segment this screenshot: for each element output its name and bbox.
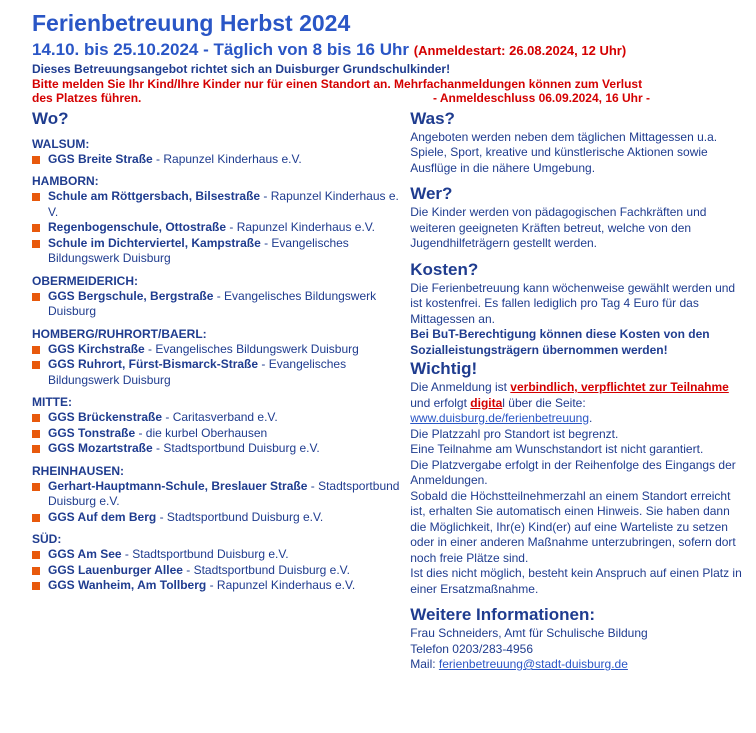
district-heading: WALSUM: (32, 136, 90, 151)
location-item (32, 563, 410, 579)
location-item (32, 236, 410, 267)
wer-section (410, 183, 746, 252)
location-item (32, 152, 410, 168)
wichtig-p5: Sobald die Höchstteilnehmerzahl an einem Standort erreicht ist, erhalten Sie automatisch einen Hinweis. Sie haben dann die Möglichkeit, Ihr(e) Kind(er) auf eine Warteliste zu setzen oder in einer anderen Maßnahme unterzubringen, sofern dort noch freie Plätze sind. (410, 488, 736, 565)
wichtig-p3: Eine Teilnahme am Wunschstandort ist nicht garantiert. (410, 442, 704, 456)
school-name: GGS Tonstraße (48, 425, 136, 440)
info-section (410, 604, 746, 673)
location-item (32, 357, 410, 388)
school-name: GGS Am See (48, 547, 122, 561)
info-mail-label: Mail: (410, 657, 439, 671)
deadline-text: - Anmeldeschluss 06.09.2024, 16 Uhr - (433, 91, 650, 105)
location-item (32, 426, 410, 442)
location-item (32, 578, 410, 594)
info-mail-line (410, 657, 746, 673)
district-heading: HAMBORN: (32, 174, 99, 188)
district-heading: OBERMEIDERICH: (32, 273, 139, 288)
was-text: Angeboten werden neben dem täglichen Mittagessen u.a. Spiele, Sport, kreative und künstlerische Aktionen sowie Ausflüge in die nähere Umgebung. (410, 129, 718, 175)
warning-row (32, 91, 746, 106)
district-heading: HOMBERG/RUHRORT/BAERL: (32, 326, 207, 341)
dates-line (32, 39, 746, 62)
kosten-text: Die Ferienbetreuung kann wöchenweise gewählt werden und ist kostenfrei. Es fallen lediglich pro Tag 4 Euro für das Mittagessen an. (410, 280, 736, 326)
location-item (32, 342, 410, 358)
location-item (32, 479, 410, 510)
location-item (32, 220, 410, 236)
district-heading: MITTE: (32, 395, 72, 409)
school-name: GGS Auf dem Berg (48, 509, 157, 524)
provider-name: - Evangelisches Bildungswerk Duisburg (48, 288, 377, 318)
wichtig-p4: Die Platzvergabe erfolgt in der Reihenfolge des Eingangs der Anmeldungen. (410, 457, 736, 487)
school-name: GGS Bergschule, Bergstraße (48, 288, 214, 303)
provider-name: - Stadtsportbund Duisburg e.V. (152, 441, 320, 455)
wichtig-binding: verbindlich, verpflichtet zur Teilnahme (510, 380, 729, 394)
was-section (410, 108, 746, 177)
provider-name: - Caritasverband e.V. (162, 410, 278, 424)
dates-text: 14.10. bis 25.10.2024 - Täglich von 8 bis 16 Uhr (32, 40, 410, 59)
location-item (32, 547, 410, 563)
page-title: Ferienbetreuung Herbst 2024 (32, 10, 351, 36)
wichtig-digital: digita (470, 395, 503, 410)
school-name: Gerhart-Hauptmann-Schule, Breslauer Straße (48, 478, 308, 493)
info-contact: Frau Schneiders, Amt für Schulische Bildung (410, 626, 648, 640)
info-phone: Telefon 0203/283-4956 (410, 641, 534, 656)
provider-name: - Stadtsportbund Duisburg e.V. (121, 547, 289, 561)
provider-name: - Stadtsportbund Duisburg e.V. (48, 478, 400, 508)
school-name: GGS Kirchstraße (48, 341, 145, 356)
anmeldestart-text: (Anmeldestart: 26.08.2024, 12 Uhr) (413, 43, 627, 58)
wichtig-p6: Ist dies nicht möglich, besteht kein Anspruch auf einen Platz in einer Ersatzmaßnahme. (410, 566, 742, 596)
wo-section (32, 108, 410, 673)
info-column (410, 108, 746, 673)
provider-name: - Rapunzel Kinderhaus e.V. (206, 578, 356, 592)
intro-text: Dieses Betreuungsangebot richtet sich an Duisburger Grundschulkinder! (32, 62, 451, 76)
wer-text: Die Kinder werden von pädagogischen Fachkräften und weiteren geeigneten Kräften betreut, welche von den Jugendhilfeträgern gestellt werden. (410, 205, 707, 250)
provider-name: - Evangelisches Bildungswerk Duisburg (144, 341, 359, 356)
was-heading: Was? (410, 108, 455, 128)
warning-text-2: des Platzes führen. (32, 91, 142, 105)
provider-name: - Stadtsportbund Duisburg e.V. (156, 509, 324, 524)
info-heading: Weitere Informationen: (410, 605, 596, 624)
provider-name: - Stadtsportbund Duisburg e.V. (182, 562, 350, 577)
school-name: Schule am Röttgersbach, Bilsestraße (48, 189, 261, 203)
provider-name: - Evangelisches Bildungswerk Duisburg (48, 235, 349, 265)
wo-heading: Wo? (32, 108, 69, 128)
wichtig-p2: Die Platzzahl pro Standort ist begrenzt. (410, 426, 619, 441)
school-name: Regenbogenschule, Ottostraße (48, 220, 227, 234)
provider-name: - Rapunzel Kinderhaus e. V. (48, 189, 399, 219)
kosten-section (410, 259, 746, 359)
provider-name: - Rapunzel Kinderhaus e.V. (226, 220, 376, 234)
wichtig-heading: Wichtig! (410, 359, 478, 378)
registration-link[interactable]: www.duisburg.de/ferienbetreuung (410, 411, 590, 425)
school-name: GGS Breite Straße (48, 151, 153, 166)
wichtig-t5: l über die Seite: (502, 395, 586, 410)
school-name: Schule im Dichterviertel, Kampstraße (48, 235, 261, 250)
kosten-bold-text: Bei BuT-Berechtigung können diese Kosten von den Sozialleistungsträgern übernommen werden! (410, 327, 710, 357)
wichtig-t1: Die Anmeldung ist (410, 380, 511, 394)
wichtig-t3: und erfolgt (410, 395, 471, 410)
wichtig-t6: . (589, 411, 593, 425)
wichtig-registration (410, 380, 746, 427)
location-item (32, 510, 410, 526)
provider-name: - die kurbel Oberhausen (135, 425, 268, 440)
school-name: GGS Brückenstraße (48, 410, 163, 424)
district-list (32, 137, 410, 594)
location-item (32, 189, 410, 220)
school-name: GGS Ruhrort, Fürst-Bismarck-Straße (48, 357, 259, 371)
warning-text-1: Bitte melden Sie Ihr Kind/Ihre Kinder nur für einen Standort an. Mehrfachanmeldungen können zum Verlust (32, 76, 643, 91)
wer-heading: Wer? (410, 184, 453, 203)
content-columns (32, 108, 746, 673)
district-heading: SÜD: (32, 532, 62, 546)
school-name: GGS Lauenburger Allee (48, 562, 183, 577)
location-item (32, 441, 410, 457)
location-item (32, 289, 410, 320)
wichtig-section (410, 358, 746, 597)
location-item (32, 410, 410, 426)
school-name: GGS Wanheim, Am Tollberg (48, 578, 207, 592)
provider-name: - Evangelisches Bildungswerk Duisburg (48, 357, 347, 387)
email-link[interactable]: ferienbetreuung@stadt-duisburg.de (438, 657, 628, 671)
district-heading: RHEINHAUSEN: (32, 463, 125, 478)
provider-name: - Rapunzel Kinderhaus e.V. (152, 151, 302, 166)
school-name: GGS Mozartstraße (48, 441, 153, 455)
kosten-heading: Kosten? (410, 259, 479, 279)
